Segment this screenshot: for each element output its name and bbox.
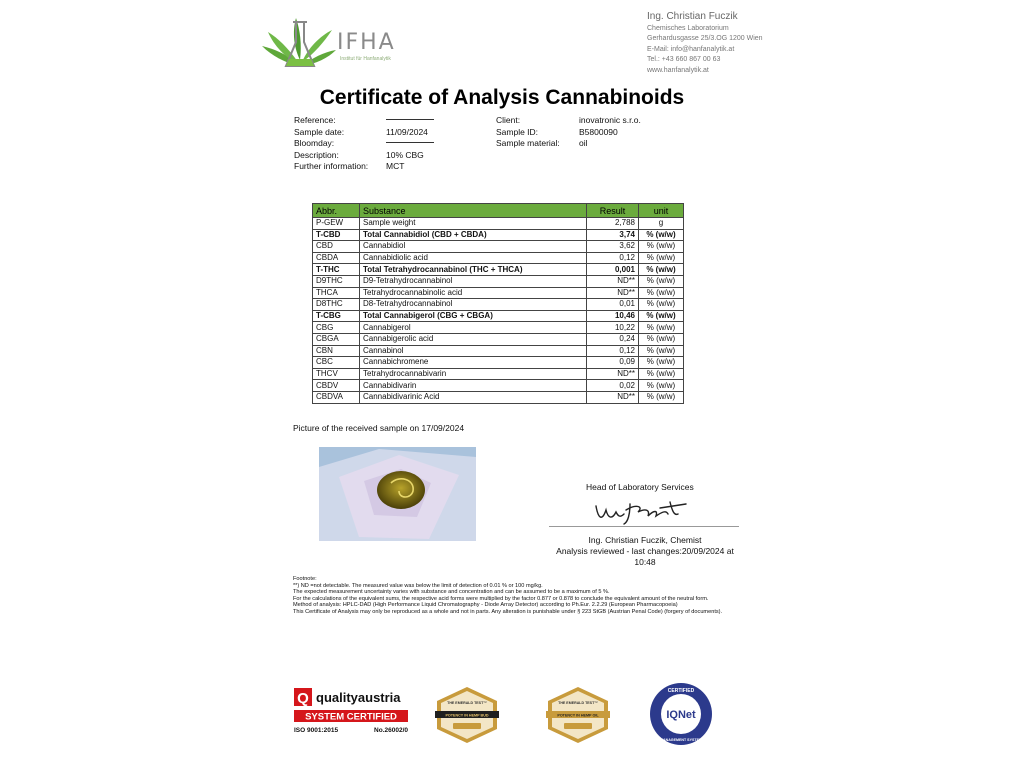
bloomday-blank-line xyxy=(386,142,434,143)
cell-unit: % (w/w) xyxy=(639,345,684,357)
table-row xyxy=(313,264,684,276)
reference-blank-line xyxy=(386,119,434,120)
cell-substance: Cannabichromene xyxy=(360,357,587,369)
cell-unit: % (w/w) xyxy=(639,275,684,287)
cell-result: 10,22 xyxy=(587,322,639,334)
cell-substance: Tetrahydrocannabivarin xyxy=(360,368,587,380)
lab-name: Ing. Christian Fuczik xyxy=(647,11,738,22)
quality-austria-badge xyxy=(293,686,409,734)
sample-date-label: Sample date: xyxy=(294,126,345,137)
cell-result: 0,02 xyxy=(587,380,639,392)
sample-id-value: B5800090 xyxy=(579,126,618,137)
cell-abbr: D9THC xyxy=(313,275,360,287)
signature-line xyxy=(549,526,739,527)
iqnet-bottom: MANAGEMENT SYSTEM xyxy=(660,738,702,742)
cell-substance: Cannabigerolic acid xyxy=(360,333,587,345)
signature-image xyxy=(590,496,690,526)
review-time: 10:48 xyxy=(634,557,656,567)
signatory-name: Ing. Christian Fuczik, Chemist xyxy=(588,535,702,545)
cell-abbr: CBN xyxy=(313,345,360,357)
table-row xyxy=(313,252,684,264)
cell-unit: % (w/w) xyxy=(639,252,684,264)
iqnet-badge xyxy=(649,682,713,746)
cell-substance: Cannabidiol xyxy=(360,241,587,253)
seal-bud-band: POTENCY IN HEMP BUD xyxy=(445,713,489,718)
cell-result: 10,46 xyxy=(587,310,639,322)
cell-substance: Cannabidiolic acid xyxy=(360,252,587,264)
photo-caption: Picture of the received sample on 17/09/2024 xyxy=(293,423,465,433)
sample-info-right xyxy=(496,115,641,150)
table-row xyxy=(313,218,684,230)
footnote-reproduction: This Certificate of Analysis may only be reproduced as a whole and not in parts. Any alteration is punishable under § 223 StGB (Austrian Penal Code) (forgery of documents). xyxy=(293,608,723,615)
table-row xyxy=(313,380,684,392)
lab-line: Chemisches Laboratorium xyxy=(647,24,729,32)
table-header-row xyxy=(313,204,684,218)
emerald-test-oil-seal xyxy=(544,686,612,744)
sample-info-left xyxy=(294,115,434,173)
seal-bud-top: THE EMERALD TEST™ xyxy=(447,701,487,705)
cell-substance: Sample weight xyxy=(360,218,587,230)
table-row xyxy=(313,287,684,299)
cell-substance: Cannabidivarinic Acid xyxy=(360,391,587,403)
cell-substance: D9-Tetrahydrocannabinol xyxy=(360,275,587,287)
cell-unit: % (w/w) xyxy=(639,299,684,311)
cell-abbr: CBG xyxy=(313,322,360,334)
cell-result: ND** xyxy=(587,368,639,380)
footnote-nd: **) ND =not detectable. The measured value was below the limit of detection of 0.01 % or 100 mg/kg. xyxy=(293,582,543,589)
cell-result: ND** xyxy=(587,287,639,299)
footnote-block xyxy=(293,576,747,616)
footnote-calculation: For the calculations of the equivalent sums, the respective acid forms were multiplied by the factor 0.877 or 0.878 to conclude the equivalent amount of the neutral form. xyxy=(293,595,709,602)
cell-unit: % (w/w) xyxy=(639,287,684,299)
sample-material-label: Sample material: xyxy=(496,138,560,148)
cell-unit: % (w/w) xyxy=(639,241,684,253)
sample-date-value: 11/09/2024 xyxy=(386,126,428,137)
logo-subtitle: Institut für Hanfanalytik xyxy=(340,56,391,62)
cell-abbr: THCV xyxy=(313,368,360,380)
review-note: Analysis reviewed - last changes:20/09/2024 at xyxy=(556,546,734,556)
header-substance: Substance xyxy=(360,204,587,218)
table-row xyxy=(313,322,684,334)
table-row xyxy=(313,357,684,369)
cell-unit: % (w/w) xyxy=(639,310,684,322)
cell-abbr: P-GEW xyxy=(313,218,360,230)
table-row xyxy=(313,345,684,357)
cell-abbr: CBDV xyxy=(313,380,360,392)
cell-substance: Cannabinol xyxy=(360,345,587,357)
header-result: Result xyxy=(587,204,639,218)
cell-abbr: CBGA xyxy=(313,333,360,345)
table-row xyxy=(313,310,684,322)
table-row xyxy=(313,368,684,380)
lab-website: www.hanfanalytik.at xyxy=(647,66,709,74)
document-title: Certificate of Analysis Cannabinoids xyxy=(319,86,685,109)
cell-substance: Cannabigerol xyxy=(360,322,587,334)
further-info-value: MCT xyxy=(386,161,405,171)
qa-name: qualityaustria xyxy=(316,690,401,705)
cell-unit: % (w/w) xyxy=(639,322,684,334)
footnote-method: Method of analysis: HPLC-DAD (High Performance Liquid Chromatography - Diode Array Detector) according to Ph.Eur. 2.2.29 (European Pharmacopoeia) xyxy=(293,602,678,609)
cell-result: 3,74 xyxy=(587,229,639,241)
cell-abbr: CBD xyxy=(313,241,360,253)
cell-abbr: CBC xyxy=(313,357,360,369)
cell-substance: Tetrahydrocannabinolic acid xyxy=(360,287,587,299)
cell-result: 0,12 xyxy=(587,345,639,357)
cell-result: 2,788 xyxy=(587,218,639,230)
cell-abbr: T-CBD xyxy=(313,229,360,241)
sample-id-label: Sample ID: xyxy=(496,126,539,137)
cell-unit: % (w/w) xyxy=(639,380,684,392)
lab-address-block xyxy=(647,12,763,76)
cell-unit: % (w/w) xyxy=(639,333,684,345)
cell-unit: % (w/w) xyxy=(639,391,684,403)
client-value: inovatronic s.r.o. xyxy=(579,115,641,125)
cell-unit: g xyxy=(639,218,684,230)
svg-text:Q: Q xyxy=(297,690,309,707)
cell-unit: % (w/w) xyxy=(639,368,684,380)
table-row xyxy=(313,333,684,345)
iqnet-top: CERTIFIED xyxy=(667,688,695,694)
table-row xyxy=(313,299,684,311)
table-row xyxy=(313,275,684,287)
cell-abbr: CBDVA xyxy=(313,391,360,403)
cell-result: 0,09 xyxy=(587,357,639,369)
table-row xyxy=(313,391,684,403)
cell-unit: % (w/w) xyxy=(639,264,684,276)
cell-result: 0,24 xyxy=(587,333,639,345)
logo-text: IFHA xyxy=(337,30,396,55)
lab-phone: Tel.: +43 660 867 00 63 xyxy=(647,56,721,63)
cell-abbr: D8THC xyxy=(313,299,360,311)
reference-label: Reference: xyxy=(294,115,336,125)
table-row xyxy=(313,229,684,241)
cell-result: 0,12 xyxy=(587,252,639,264)
cell-substance: Total Cannabidiol (CBD + CBDA) xyxy=(360,229,587,241)
sample-material-value: oil xyxy=(579,138,588,148)
cell-abbr: CBDA xyxy=(313,252,360,264)
cell-substance: D8-Tetrahydrocannabinol xyxy=(360,299,587,311)
cell-unit: % (w/w) xyxy=(639,357,684,369)
bloomday-label: Bloomday: xyxy=(294,138,335,148)
qa-system-certified: SYSTEM CERTIFIED xyxy=(305,711,397,723)
lab-address: Gerhardusgasse 25/3.OG 1200 Wien xyxy=(647,35,763,42)
seal-oil-band: POTENCY IN HEMP OIL xyxy=(557,713,599,718)
signature-heading: Head of Laboratory Services xyxy=(586,482,694,492)
results-table xyxy=(312,203,684,404)
header-unit: unit xyxy=(639,204,684,218)
cell-result: 3,62 xyxy=(587,241,639,253)
cell-substance: Total Tetrahydrocannabinol (THC + THCA) xyxy=(360,264,587,276)
table-row xyxy=(313,241,684,253)
lab-email: E-Mail: info@hanfanalytik.at xyxy=(647,45,735,53)
emerald-test-bud-seal xyxy=(433,686,501,744)
cell-result: ND** xyxy=(587,275,639,287)
cell-result: 0,01 xyxy=(587,299,639,311)
iqnet-text: IQNet xyxy=(666,709,696,721)
cell-substance: Total Cannabigerol (CBG + CBGA) xyxy=(360,310,587,322)
description-label: Description: xyxy=(294,149,339,160)
signature-block xyxy=(540,535,750,568)
cell-abbr: T-CBG xyxy=(313,310,360,322)
cell-result: ND** xyxy=(587,391,639,403)
cell-result: 0,001 xyxy=(587,264,639,276)
description-value: 10% CBG xyxy=(386,149,424,160)
cell-substance: Cannabidivarin xyxy=(360,380,587,392)
further-info-label: Further information: xyxy=(294,161,369,171)
footnote-label: Footnote: xyxy=(293,576,317,582)
qa-iso: ISO 9001:2015 xyxy=(294,727,339,734)
qa-number: No.26002/0 xyxy=(374,727,408,734)
sample-photo xyxy=(319,447,476,541)
cell-abbr: THCA xyxy=(313,287,360,299)
cell-abbr: T-THC xyxy=(313,264,360,276)
header-abbr: Abbr. xyxy=(313,204,360,218)
signature-text: Ch. Fuczik xyxy=(590,496,595,497)
footnote-uncertainty: The expected measurement uncertainty varies with substance and concentration and can be assumed to be a maximum of 5 %. xyxy=(293,589,610,596)
seal-oil-top: THE EMERALD TEST™ xyxy=(558,701,598,705)
cell-unit: % (w/w) xyxy=(639,229,684,241)
client-label: Client: xyxy=(496,115,521,125)
